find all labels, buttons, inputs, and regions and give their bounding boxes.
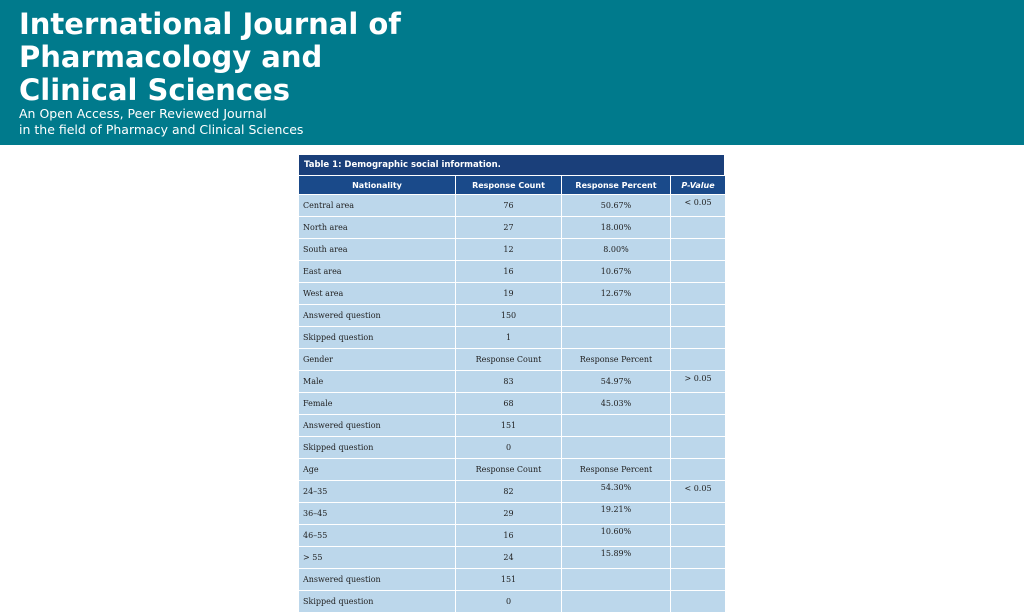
table-row (299, 239, 726, 261)
response-count-cell: 0 (456, 437, 562, 459)
column-header-p-value (671, 176, 726, 195)
table-row (299, 371, 726, 393)
response-percent-cell (562, 415, 671, 437)
row-label-cell: South area (299, 239, 456, 261)
response-percent-cell (562, 305, 671, 327)
response-percent-cell: 54.97% (562, 371, 671, 393)
table-row (299, 261, 726, 283)
response-count-cell: 24 (456, 547, 562, 569)
response-percent-cell: 10.60% (562, 525, 671, 547)
p-value-cell (671, 437, 726, 459)
table-header-row (299, 176, 726, 195)
response-count-cell: 150 (456, 305, 562, 327)
row-label-cell: Answered question (299, 415, 456, 437)
journal-title (19, 8, 401, 107)
response-count-cell: 29 (456, 503, 562, 525)
p-value-cell (671, 283, 726, 305)
row-label-cell: 46–55 (299, 525, 456, 547)
response-percent-cell: 10.67% (562, 261, 671, 283)
table-row (299, 217, 726, 239)
p-value-cell (671, 239, 726, 261)
table-row (299, 459, 726, 481)
response-percent-cell (562, 327, 671, 349)
response-count-cell: 151 (456, 415, 562, 437)
row-label-cell: Female (299, 393, 456, 415)
column-header-p-value-text: P-Value (681, 180, 715, 190)
response-percent-cell (562, 591, 671, 613)
response-percent-cell: 45.03% (562, 393, 671, 415)
journal-title-line: Pharmacology and (19, 40, 323, 74)
p-value-cell (671, 415, 726, 437)
p-value-cell: < 0.05 (671, 195, 726, 217)
row-label-cell: Answered question (299, 569, 456, 591)
response-percent-cell: 50.67% (562, 195, 671, 217)
row-label-cell: Skipped question (299, 437, 456, 459)
table-row (299, 591, 726, 613)
row-label-cell: 24–35 (299, 481, 456, 503)
journal-title-line: Clinical Sciences (19, 73, 290, 107)
table-row (299, 569, 726, 591)
row-label-cell: Central area (299, 195, 456, 217)
response-count-cell: 151 (456, 569, 562, 591)
row-label-cell: North area (299, 217, 456, 239)
p-value-cell: < 0.05 (671, 481, 726, 503)
row-label-cell: Gender (299, 349, 456, 371)
p-value-cell (671, 327, 726, 349)
table-row (299, 283, 726, 305)
row-label-cell: > 55 (299, 547, 456, 569)
row-label-cell: 36–45 (299, 503, 456, 525)
p-value-cell (671, 569, 726, 591)
p-value-cell (671, 591, 726, 613)
table-row (299, 481, 726, 503)
demographic-table (298, 175, 726, 613)
journal-subtitle-line: An Open Access, Peer Reviewed Journal (19, 106, 267, 121)
p-value-cell (671, 349, 726, 371)
p-value-cell (671, 525, 726, 547)
column-header-response-count: Response Count (456, 176, 562, 195)
table-row (299, 525, 726, 547)
row-label-cell: East area (299, 261, 456, 283)
p-value-cell (671, 305, 726, 327)
row-label-cell: Answered question (299, 305, 456, 327)
response-count-cell: 19 (456, 283, 562, 305)
response-percent-cell: Response Percent (562, 459, 671, 481)
response-count-cell: 12 (456, 239, 562, 261)
column-header-nationality: Nationality (299, 176, 456, 195)
row-label-cell: Skipped question (299, 591, 456, 613)
table-row (299, 393, 726, 415)
response-percent-cell: 18.00% (562, 217, 671, 239)
row-label-cell: Male (299, 371, 456, 393)
journal-subtitle (19, 106, 303, 138)
response-percent-cell: 15.89% (562, 547, 671, 569)
p-value-cell (671, 217, 726, 239)
p-value-cell: > 0.05 (671, 371, 726, 393)
p-value-cell (671, 261, 726, 283)
table-body (299, 195, 726, 613)
response-percent-cell: 8.00% (562, 239, 671, 261)
response-count-cell: 0 (456, 591, 562, 613)
response-count-cell: Response Count (456, 349, 562, 371)
table-row (299, 327, 726, 349)
response-percent-cell: Response Percent (562, 349, 671, 371)
response-percent-cell: 19.21% (562, 503, 671, 525)
response-percent-cell (562, 569, 671, 591)
response-count-cell: 76 (456, 195, 562, 217)
response-percent-cell (562, 437, 671, 459)
journal-subtitle-line: in the field of Pharmacy and Clinical Sciences (19, 122, 304, 137)
table-row (299, 415, 726, 437)
table-row (299, 503, 726, 525)
p-value-cell (671, 547, 726, 569)
row-label-cell: Age (299, 459, 456, 481)
response-count-cell: 27 (456, 217, 562, 239)
demographic-table-container (298, 154, 725, 613)
p-value-cell (671, 503, 726, 525)
table-caption: Table 1: Demographic social information. (298, 154, 725, 175)
table-row (299, 437, 726, 459)
response-percent-cell: 54.30% (562, 481, 671, 503)
row-label-cell: West area (299, 283, 456, 305)
table-row (299, 547, 726, 569)
journal-banner (0, 0, 1024, 145)
column-header-response-percent: Response Percent (562, 176, 671, 195)
response-count-cell: Response Count (456, 459, 562, 481)
response-count-cell: 16 (456, 261, 562, 283)
p-value-cell (671, 459, 726, 481)
response-count-cell: 68 (456, 393, 562, 415)
response-count-cell: 82 (456, 481, 562, 503)
row-label-cell: Skipped question (299, 327, 456, 349)
response-percent-cell: 12.67% (562, 283, 671, 305)
table-row (299, 195, 726, 217)
p-value-cell (671, 393, 726, 415)
table-row (299, 305, 726, 327)
response-count-cell: 83 (456, 371, 562, 393)
table-row (299, 349, 726, 371)
journal-title-line: International Journal of (19, 7, 401, 41)
response-count-cell: 16 (456, 525, 562, 547)
response-count-cell: 1 (456, 327, 562, 349)
